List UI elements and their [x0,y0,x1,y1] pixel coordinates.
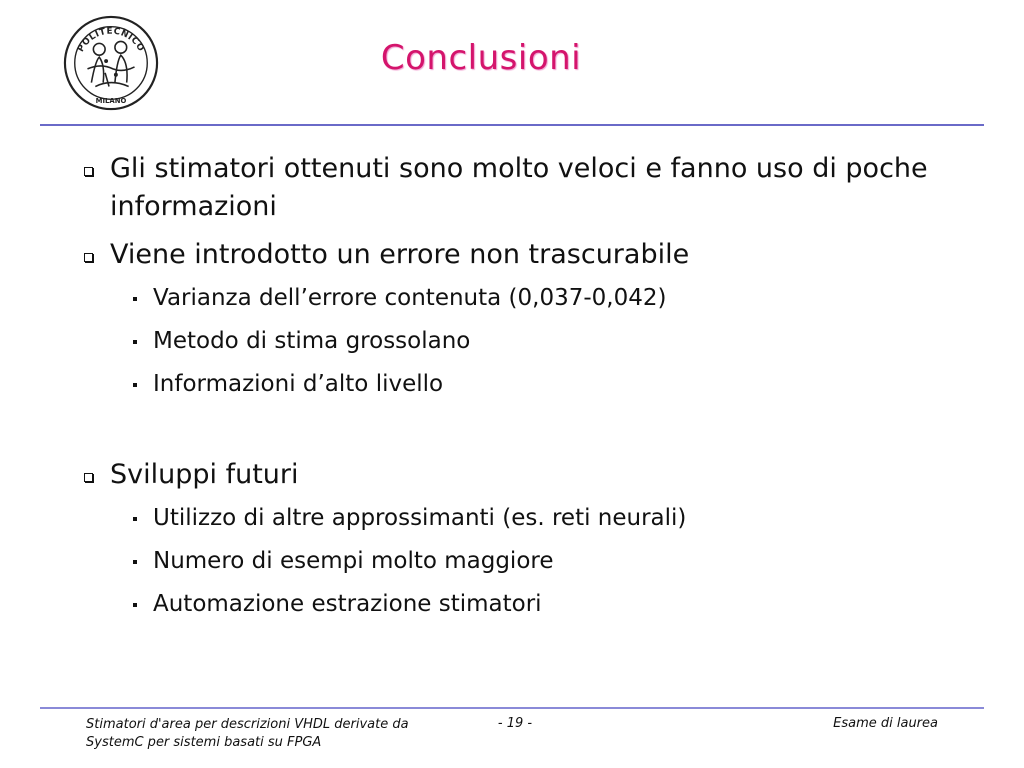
bullet-item [110,456,970,494]
footer-title-line: Stimatori d'area per descrizioni VHDL derivate da [86,717,409,732]
sub-bullet-text: Informazioni d’alto livello [153,371,444,397]
square-bullet-icon [84,167,93,176]
page-number: - 19 - [497,716,533,731]
square-bullet-icon [84,253,93,262]
dot-bullet-icon [133,383,137,387]
dot-bullet-icon [133,297,137,301]
square-bullet-icon [84,473,93,482]
sub-bullet-text: Utilizzo di altre approssimanti (es. reti neurali) [153,505,687,531]
footer-divider [40,707,984,709]
bullet-text: Viene introdotto un errore non trascurabile [110,239,690,270]
sub-bullet-text: Varianza dell’errore contenuta (0,037-0,042) [153,285,667,311]
footer-event: Esame di laurea [833,716,938,731]
footer-title-line: SystemC per sistemi basati su FPGA [86,735,322,750]
bullet-text: Sviluppi futuri [110,459,299,490]
sub-bullet-item [153,283,973,313]
bullet-text: Gli stimatori ottenuti sono molto veloci e fanno uso di poche informazioni [110,153,928,222]
sub-bullet-item [153,326,973,356]
sub-bullet-text: Numero di esempi molto maggiore [153,548,554,574]
slide-title: Conclusioni [380,38,582,78]
header-divider [40,124,984,126]
sub-bullet-item [153,369,973,399]
sub-bullet-text: Metodo di stima grossolano [153,328,471,354]
dot-bullet-icon [133,340,137,344]
dot-bullet-icon [133,560,137,564]
dot-bullet-icon [133,603,137,607]
sub-bullet-item [153,589,973,619]
footer-title [86,716,466,752]
bullet-item [110,150,970,226]
logo-bottom-text: MILANO [95,97,127,106]
sub-bullet-item [153,546,973,576]
bullet-item [110,236,970,274]
dot-bullet-icon [133,517,137,521]
logo-top-text: POLITECNICO [76,26,146,54]
sub-bullet-item [153,503,973,533]
sub-bullet-text: Automazione estrazione stimatori [153,591,542,617]
